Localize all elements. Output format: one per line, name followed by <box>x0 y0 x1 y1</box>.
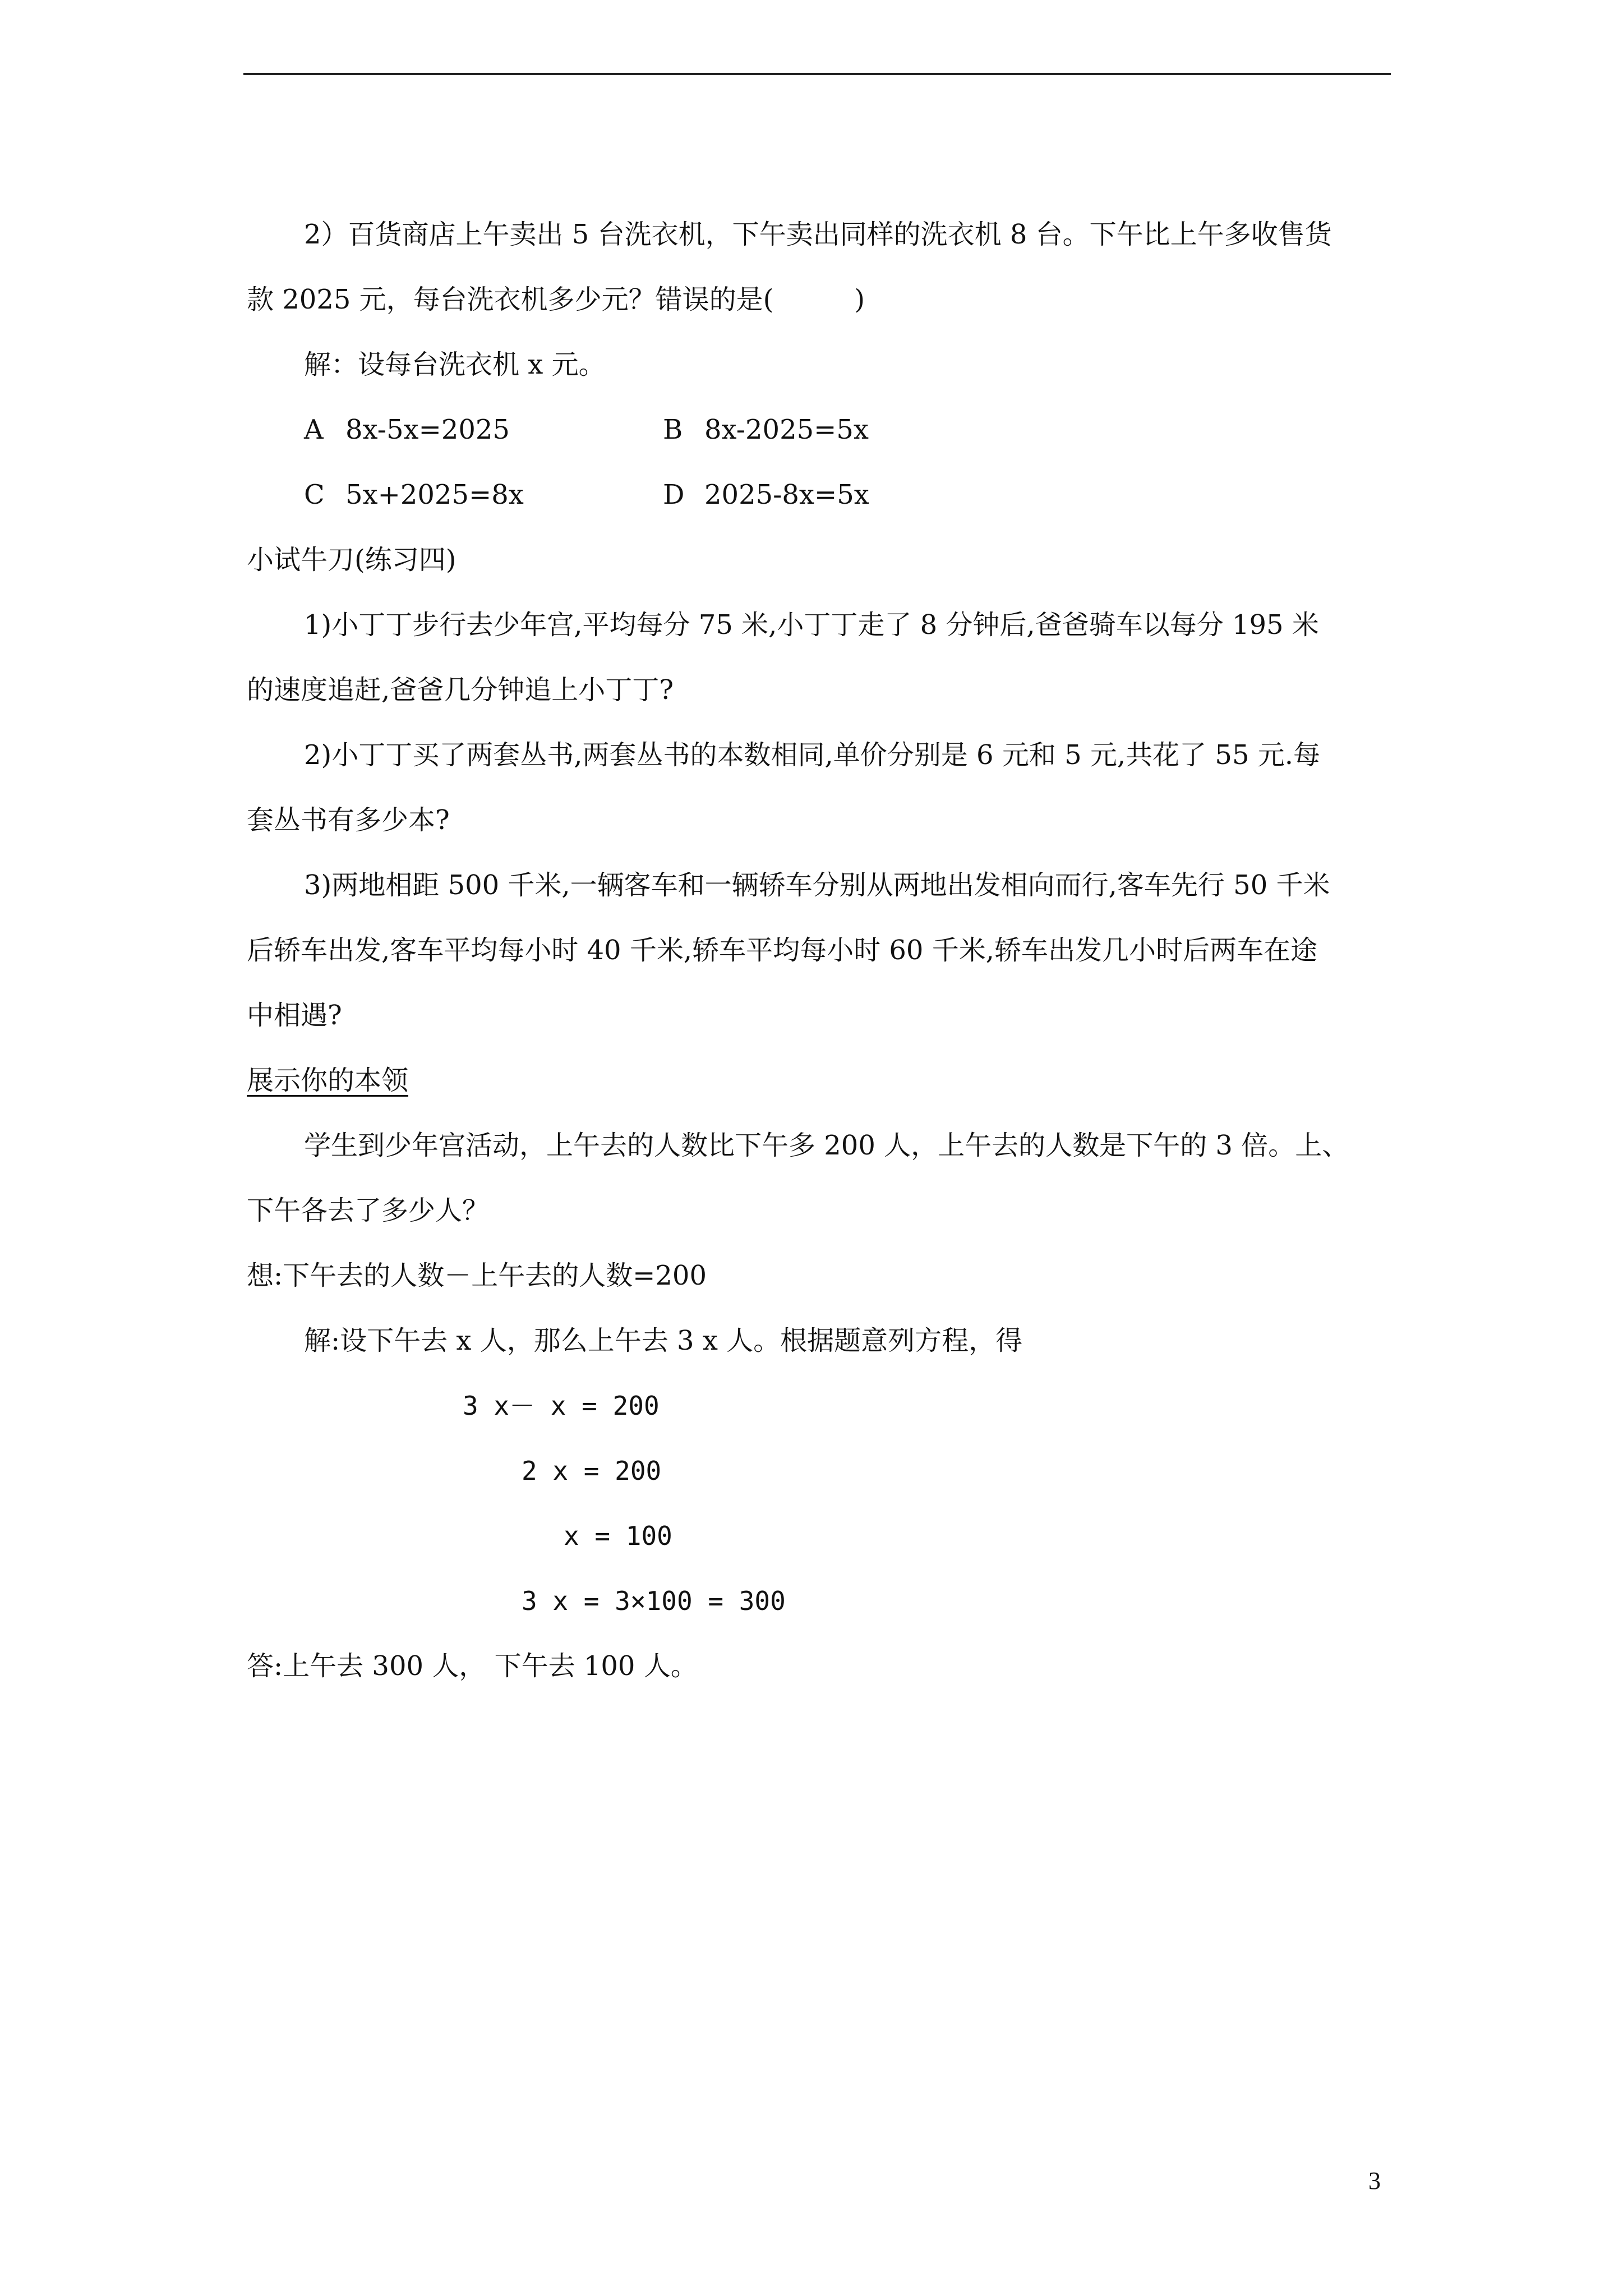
practice-heading: 小试牛刀(练习四) <box>247 544 457 576</box>
question2-line1: 2）百货商店上午卖出 5 台洗衣机，下午卖出同样的洗衣机 8 台。下午比上午多收售货 <box>304 219 1332 250</box>
showcase-problem-line1: 学生到少年宫活动，上午去的人数比下午多 200 人，上午去的人数是下午的 3 倍。上、 <box>304 1130 1349 1161</box>
option-a <box>304 397 663 462</box>
practice-q2-line2: 套丛书有多少本? <box>247 804 450 836</box>
options-row-2 <box>247 462 1391 527</box>
equation-line: x = 100 <box>564 1521 672 1551</box>
header-rule <box>243 73 1391 75</box>
option-d <box>663 462 869 527</box>
option-d-text: 2025-8x=5x <box>704 479 869 510</box>
equation-line: 3 x = 3×100 = 300 <box>522 1586 786 1616</box>
equation-line: 3 x－ x = 200 <box>463 1391 660 1421</box>
practice-q1-line2: 的速度追赶,爸爸几分钟追上小丁丁? <box>247 674 674 706</box>
showcase-problem-line2: 下午各去了多少人？ <box>247 1195 490 1226</box>
practice-q3-line1: 3)两地相距 500 千米,一辆客车和一辆轿车分别从两地出发相向而行,客车先行 50 千米 <box>304 869 1330 901</box>
option-c-text: 5x+2025=8x <box>345 479 524 510</box>
question2-solution: 解：设每台洗衣机 x 元。 <box>304 349 606 380</box>
option-a-letter: A <box>304 414 324 445</box>
practice-q3-line3: 中相遇? <box>247 1000 342 1031</box>
showcase-answer: 答:上午去 300 人， 下午去 100 人。 <box>247 1650 698 1682</box>
showcase-solution: 解:设下午去 x 人，那么上午去 3 x 人。根据题意列方程，得 <box>304 1325 1023 1356</box>
question2-line2: 款 2025 元，每台洗衣机多少元？错误的是( ) <box>247 284 865 315</box>
option-b <box>663 397 869 462</box>
options-row-1 <box>247 397 1391 462</box>
equation-line: 2 x = 200 <box>522 1456 662 1486</box>
page-content <box>247 202 1391 1699</box>
option-a-text: 8x-5x=2025 <box>345 414 510 445</box>
practice-q3-line2: 后轿车出发,客车平均每小时 40 千米,轿车平均每小时 60 千米,轿车出发几小时后两车在途 <box>247 935 1317 966</box>
option-c-letter: C <box>304 479 325 510</box>
practice-q1-line1: 1)小丁丁步行去少年宫,平均每分 75 米,小丁丁走了 8 分钟后,爸爸骑车以每分 195 米 <box>304 609 1319 641</box>
showcase-heading: 展示你的本领 <box>247 1065 409 1096</box>
option-d-letter: D <box>663 479 685 510</box>
option-c <box>304 462 663 527</box>
showcase-think: 想:下午去的人数－上午去的人数=200 <box>247 1260 707 1291</box>
option-b-text: 8x-2025=5x <box>704 414 869 445</box>
practice-q2-line1: 2)小丁丁买了两套丛书,两套丛书的本数相同,单价分别是 6 元和 5 元,共花了 55 元.每 <box>304 739 1321 771</box>
option-b-letter: B <box>663 414 683 445</box>
page-number: 3 <box>1368 2167 1381 2194</box>
